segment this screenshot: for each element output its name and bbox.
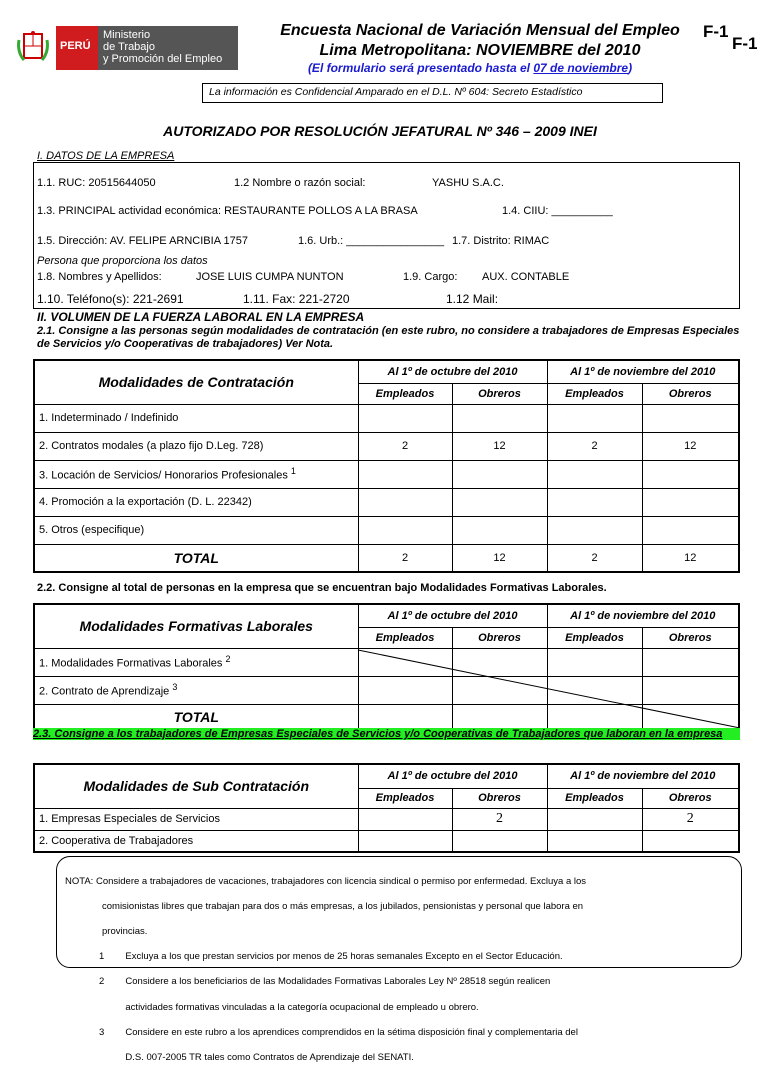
names: JOSE LUIS CUMPA NUNTON — [196, 271, 344, 283]
ruc: 1.1. RUC: 20515644050 — [37, 177, 156, 189]
cell[interactable] — [358, 808, 452, 830]
note-2-2: 2.2. Consigne al total de personas en la empresa que se encuentran bajo Modalidades Formativas Laborales. — [37, 582, 607, 594]
cell[interactable] — [452, 404, 547, 432]
total-cell[interactable]: 12 — [642, 544, 739, 572]
table-row — [34, 460, 739, 488]
row-label: 5. Otros (especifique) — [39, 524, 145, 536]
footnote-ref: 3 — [172, 682, 178, 693]
nota-line: 1 Excluya a los que prestan servicios por menos de 25 horas semanales Excepto en el Sector Educación. — [99, 951, 563, 963]
col-obreros: Obreros — [452, 383, 547, 404]
cell[interactable] — [547, 830, 642, 852]
row-label: 2. Contratos modales (a plazo fijo D.Leg. 728) — [39, 440, 264, 452]
ministry-line: Ministerio — [103, 29, 151, 41]
total-row — [34, 704, 739, 730]
fax: 1.11. Fax: 221-2720 — [243, 292, 350, 306]
col-empleados: Empleados — [547, 788, 642, 808]
cell[interactable] — [547, 808, 642, 830]
table-modalidades-contratacion — [33, 359, 740, 573]
names-label: 1.8. Nombres y Apellidos: — [37, 271, 162, 283]
company-name-label: 1.2 Nombre o razón social: — [234, 177, 366, 189]
title-line-2: Lima Metropolitana: NOVIEMBRE del 2010 — [319, 42, 641, 59]
mail: 1.12 Mail: — [446, 292, 499, 306]
col-nov: Al 1º de noviembre del 2010 — [547, 604, 739, 627]
row-label: 4. Promoción a la exportación (D. L. 22342) — [39, 496, 252, 508]
nota-box — [56, 856, 742, 1063]
table-sub-contratacion — [33, 763, 740, 853]
cell[interactable] — [642, 648, 739, 676]
cell[interactable] — [452, 460, 547, 488]
cell[interactable] — [452, 648, 547, 676]
cell[interactable] — [547, 404, 642, 432]
cell[interactable]: 12 — [452, 432, 547, 460]
table3-title: Modalidades de Sub Contratación — [34, 764, 358, 808]
row-label: 1. Modalidades Formativas Laborales — [39, 657, 223, 670]
company-name: YASHU S.A.C. — [432, 177, 504, 189]
role: AUX. CONTABLE — [482, 271, 570, 283]
phone: 1.10. Teléfono(s): 221-2691 — [37, 292, 184, 306]
col-oct: Al 1º de octubre del 2010 — [358, 604, 547, 627]
peru-coat-of-arms-icon — [16, 30, 50, 66]
cell[interactable] — [547, 460, 642, 488]
cell[interactable]: 2 — [358, 432, 452, 460]
total-label: TOTAL — [34, 544, 358, 572]
economic-activity: 1.3. PRINCIPAL actividad económica: RESTAURANTE POLLOS A LA BRASA — [37, 205, 418, 217]
cell[interactable] — [358, 830, 452, 852]
total-label: TOTAL — [34, 704, 358, 730]
cell[interactable]: 12 — [642, 432, 739, 460]
role-label: 1.9. Cargo: — [403, 271, 458, 283]
table-modalidades-formativas — [33, 603, 740, 731]
cell[interactable]: 2 — [547, 432, 642, 460]
total-cell[interactable] — [642, 704, 739, 730]
col-nov: Al 1º de noviembre del 2010 — [547, 360, 739, 383]
nota-line: actividades formativas vinculadas a la categoría ocupacional de empleado u obrero. — [99, 1001, 479, 1013]
confidential-box: La información es Confidencial Amparado en el D.L. Nº 604: Secreto Estadístico — [202, 83, 663, 103]
total-row — [34, 544, 739, 572]
flag-text: PERÚ — [60, 40, 91, 52]
cell[interactable] — [642, 404, 739, 432]
total-cell[interactable] — [358, 704, 452, 730]
district: 1.7. Distrito: RIMAC — [452, 235, 550, 247]
col-obreros: Obreros — [642, 383, 739, 404]
title-line-1: Encuesta Nacional de Variación Mensual del Empleo — [280, 22, 680, 39]
footnote-ref: 2 — [225, 654, 231, 665]
table-row — [34, 432, 739, 460]
ministry-line: y Promoción del Empleo — [103, 53, 223, 65]
ciiu: 1.4. CIIU: __________ — [502, 205, 613, 217]
cell[interactable]: 2 — [642, 808, 739, 830]
section-1-title: I. DATOS DE LA EMPRESA — [37, 150, 175, 162]
resolution-title: AUTORIZADO POR RESOLUCIÓN JEFATURAL Nº 346 – 2009 INEI — [163, 123, 597, 139]
form-code-2: F-1 — [732, 34, 758, 53]
col-empleados: Empleados — [547, 383, 642, 404]
col-empleados: Empleados — [358, 383, 452, 404]
table2-title: Modalidades Formativas Laborales — [34, 604, 358, 648]
col-oct: Al 1º de octubre del 2010 — [358, 764, 547, 788]
table-row — [34, 516, 739, 544]
cell[interactable] — [547, 676, 642, 704]
nota-line: provincias. — [102, 925, 148, 937]
row-label: 2. Cooperativa de Trabajadores — [39, 834, 194, 847]
cell[interactable] — [452, 516, 547, 544]
col-obreros: Obreros — [642, 788, 739, 808]
cell[interactable] — [642, 516, 739, 544]
col-nov: Al 1º de noviembre del 2010 — [547, 764, 739, 788]
table-row — [34, 808, 739, 830]
cell[interactable] — [547, 648, 642, 676]
address: 1.5. Dirección: AV. FELIPE ARNCIBIA 1757 — [37, 235, 248, 247]
nota-line: comisionistas libres que trabajan para dos o más empresas, a los jubilados, pensionistas y personal que labora en — [102, 900, 584, 912]
deadline-pre: (El formulario será presentado hasta el — [307, 61, 534, 75]
section-2-title: II. VOLUMEN DE LA FUERZA LABORAL EN LA EMPRESA — [37, 310, 365, 324]
cell[interactable] — [358, 460, 452, 488]
cell[interactable] — [358, 488, 452, 516]
table1-title: Modalidades de Contratación — [34, 360, 358, 404]
col-obreros: Obreros — [642, 627, 739, 648]
total-cell[interactable]: 12 — [452, 544, 547, 572]
cell[interactable] — [642, 488, 739, 516]
cell[interactable]: 2 — [452, 808, 547, 830]
deadline-post: ) — [628, 61, 633, 75]
col-obreros: Obreros — [452, 627, 547, 648]
cell[interactable] — [452, 830, 547, 852]
total-cell[interactable] — [452, 704, 547, 730]
nota-line: 3 Considere en este rubro a los aprendices comprendidos en la sétima disposición final y complementaria del — [99, 1026, 578, 1038]
form-code: F-1 — [703, 22, 729, 41]
nota-line: 2 Considere a los beneficiarios de las Modalidades Formativas Laborales Ley Nº 28518 según realicen — [99, 976, 551, 988]
row-label: 1. Empresas Especiales de Servicios — [39, 813, 220, 825]
cell[interactable] — [642, 460, 739, 488]
total-cell[interactable]: 2 — [358, 544, 452, 572]
cell[interactable] — [358, 404, 452, 432]
total-cell[interactable] — [547, 704, 642, 730]
deadline-link[interactable]: 07 de noviembre — [533, 61, 629, 75]
note-2-1: 2.1. Consigne a las personas según modalidades de contratación (en este rubro, no considere a trabajadores de Empresas Especiales de Servicios y/o Cooperativas de trabajadores) Ver Nota. — [37, 325, 740, 350]
col-empleados: Empleados — [547, 627, 642, 648]
col-empleados: Empleados — [358, 627, 452, 648]
table-row — [34, 404, 739, 432]
cell[interactable] — [452, 488, 547, 516]
total-cell[interactable]: 2 — [547, 544, 642, 572]
row-label: 1. Indeterminado / Indefinido — [39, 412, 179, 424]
cell[interactable] — [358, 676, 452, 704]
table-row — [34, 488, 739, 516]
deadline-note — [240, 61, 700, 75]
row-label: 3. Locación de Servicios/ Honorarios Profesionales — [39, 469, 288, 482]
nota-line: NOTA: Considere a trabajadores de vacaciones, trabajadores con licencia sindical o permiso por enfermedad. Excluya a los — [65, 875, 587, 887]
table-row — [34, 648, 739, 676]
cell[interactable] — [358, 648, 452, 676]
table-row — [34, 830, 739, 852]
cell[interactable] — [642, 676, 739, 704]
col-obreros: Obreros — [452, 788, 547, 808]
ministry-line: de Trabajo — [103, 41, 155, 53]
table-row — [34, 676, 739, 704]
note-2-3: 2.3. Consigne a los trabajadores de Empresas Especiales de Servicios y/o Cooperativas de Trabajadores que laboran en la empresa — [33, 728, 740, 740]
informant-heading: Persona que proporciona los datos — [37, 255, 208, 267]
cell[interactable] — [452, 676, 547, 704]
urbanization: 1.6. Urb.: ________________ — [298, 235, 445, 247]
cell[interactable] — [547, 516, 642, 544]
nota-line: D.S. 007-2005 TR tales como Contratos de Aprendizaje del SENATI. — [99, 1051, 414, 1063]
col-empleados: Empleados — [358, 788, 452, 808]
cell[interactable] — [547, 488, 642, 516]
cell[interactable] — [358, 516, 452, 544]
footnote-ref: 1 — [290, 466, 296, 477]
col-oct: Al 1º de octubre del 2010 — [358, 360, 547, 383]
row-label: 2. Contrato de Aprendizaje — [39, 685, 170, 698]
cell[interactable] — [642, 830, 739, 852]
